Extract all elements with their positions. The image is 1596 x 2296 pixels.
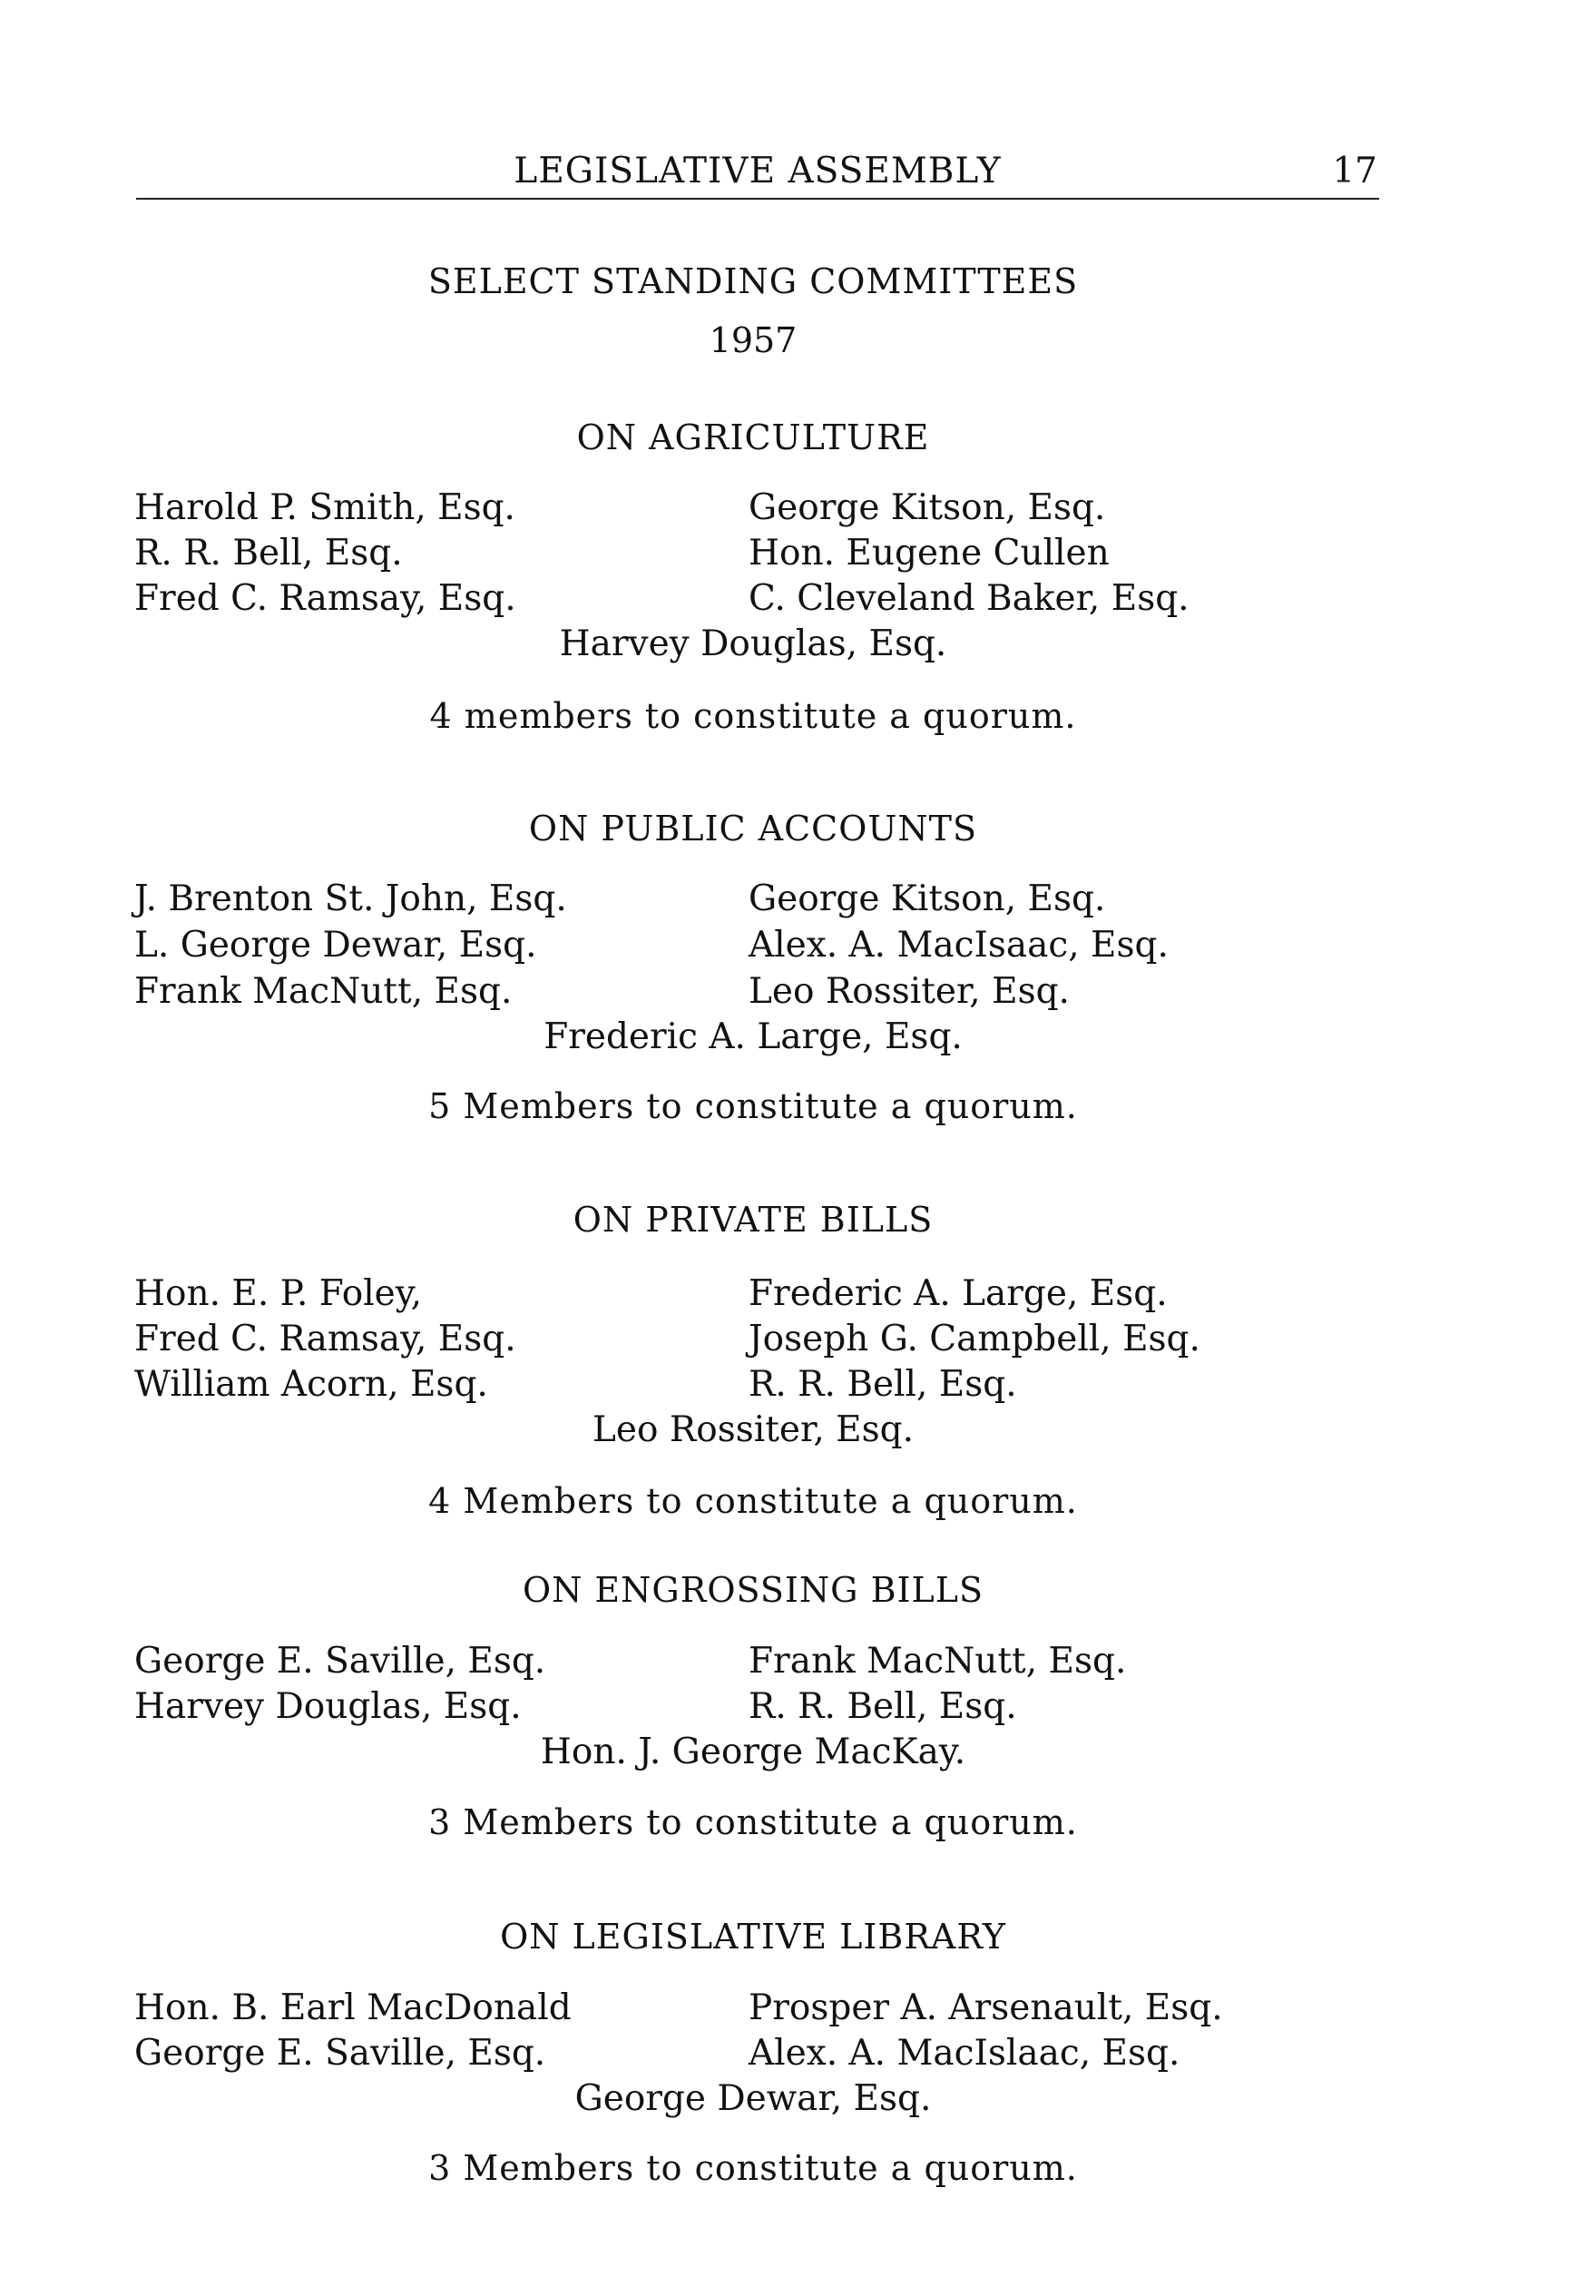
member-name: Fred C. Ramsay, Esq. [134, 1319, 516, 1359]
quorum-note: 5 Members to constitute a quorum. [428, 1086, 1078, 1126]
member-name: George Kitson, Esq. [749, 487, 1106, 528]
member-name: Frederic A. Large, Esq. [543, 1016, 963, 1057]
member-name: R. R. Bell, Esq. [134, 533, 403, 574]
member-name: Frederic A. Large, Esq. [749, 1273, 1168, 1314]
member-name: Frank MacNutt, Esq. [134, 971, 513, 1012]
committee-heading: ON AGRICULTURE [576, 417, 930, 457]
member-name: Alex. A. MacIsaac, Esq. [749, 925, 1169, 966]
member-name: Alex. A. MacIslaac, Esq. [749, 2033, 1180, 2074]
member-name: George E. Saville, Esq. [134, 2033, 546, 2074]
member-name: Fred C. Ramsay, Esq. [134, 578, 516, 619]
member-name: Hon. Eugene Cullen [749, 533, 1110, 574]
member-name: C. Cleveland Baker, Esq. [749, 578, 1190, 619]
member-name: R. R. Bell, Esq. [749, 1364, 1017, 1405]
committee-heading: ON LEGISLATIVE LIBRARY [500, 1917, 1006, 1957]
member-name: Hon. E. P. Foley, [134, 1273, 423, 1314]
page-number: 17 [1332, 151, 1377, 191]
member-name: George Dewar, Esq. [574, 2078, 932, 2119]
page-title: SELECT STANDING COMMITTEES [427, 261, 1079, 301]
page-year: 1957 [709, 320, 798, 360]
quorum-note: 4 members to constitute a quorum. [429, 696, 1077, 736]
quorum-note: 3 Members to constitute a quorum. [428, 1802, 1078, 1842]
member-name: George E. Saville, Esq. [134, 1641, 546, 1682]
member-name: J. Brenton St. John, Esq. [134, 878, 567, 919]
running-header [136, 145, 1379, 200]
member-name: Harvey Douglas, Esq. [134, 1686, 522, 1727]
quorum-note: 3 Members to constitute a quorum. [428, 2148, 1078, 2188]
committee-heading: ON ENGROSSING BILLS [522, 1570, 984, 1610]
member-name: Harvey Douglas, Esq. [559, 623, 947, 664]
member-name: William Acorn, Esq. [134, 1364, 488, 1405]
member-name: Hon. B. Earl MacDonald [134, 1987, 572, 2028]
member-name: Leo Rossiter, Esq. [592, 1409, 914, 1450]
member-name: L. George Dewar, Esq. [134, 925, 537, 966]
member-name: Frank MacNutt, Esq. [749, 1641, 1127, 1682]
committee-heading: ON PRIVATE BILLS [573, 1200, 934, 1240]
member-name: Hon. J. George MacKay. [540, 1732, 966, 1772]
member-name: Prosper A. Arsenault, Esq. [749, 1987, 1223, 2028]
member-name: George Kitson, Esq. [749, 878, 1106, 919]
member-name: R. R. Bell, Esq. [749, 1686, 1017, 1727]
member-name: Leo Rossiter, Esq. [749, 971, 1070, 1012]
quorum-note: 4 Members to constitute a quorum. [428, 1481, 1078, 1521]
committee-heading: ON PUBLIC ACCOUNTS [528, 809, 978, 849]
member-name: Harold P. Smith, Esq. [134, 487, 515, 528]
member-name: Joseph G. Campbell, Esq. [749, 1319, 1200, 1359]
running-head: LEGISLATIVE ASSEMBLY [514, 151, 1002, 191]
